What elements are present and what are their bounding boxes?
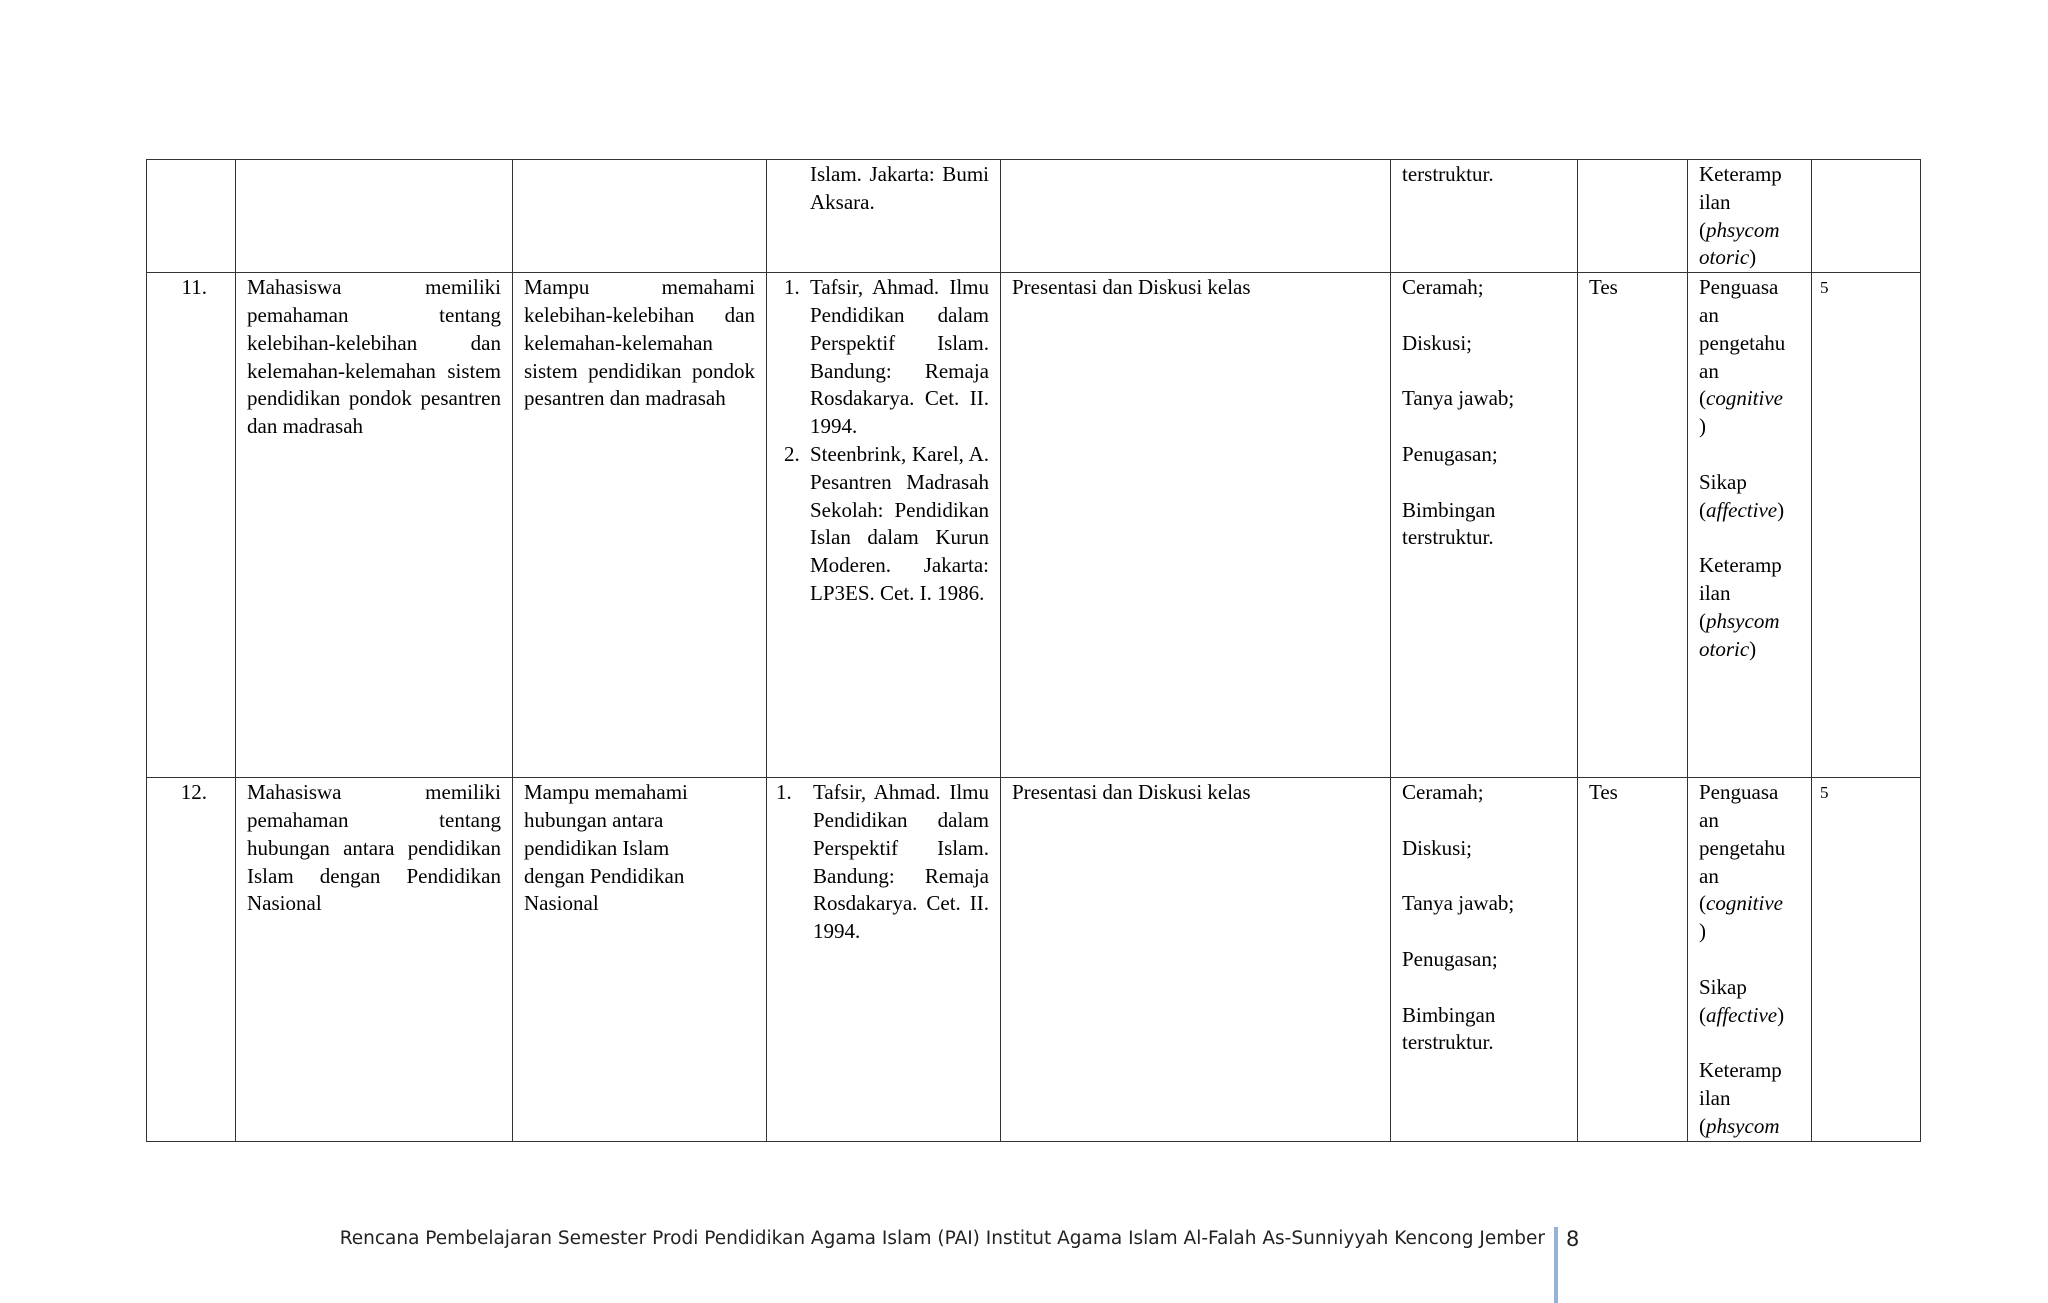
method-item: Bimbingan: [1402, 1002, 1496, 1027]
criteria-line: otoric): [1699, 245, 1757, 270]
criteria-line: ilan: [1699, 580, 1731, 605]
criteria-line: an: [1699, 863, 1719, 888]
criteria-line: (affective): [1699, 1002, 1785, 1027]
assessment-criteria-cell: [1688, 160, 1812, 273]
row-number-cell: [147, 160, 236, 273]
weight-cell: 5: [1812, 778, 1921, 1142]
criteria-line: pengetahu: [1699, 835, 1786, 860]
criteria-line: ilan: [1699, 189, 1731, 214]
ability-line: dengan Pendidikan: [524, 863, 685, 888]
criteria-line: Keteramp: [1699, 162, 1782, 186]
row-number-cell: 11.: [147, 273, 236, 778]
criteria-line: (phsycom: [1699, 217, 1780, 242]
assessment-type-cell: Tes: [1578, 778, 1688, 1142]
table-row: [147, 273, 1921, 778]
learning-outcome-cell: Mahasiswa memiliki pemahaman tentang hubungan antara pendidikan Islam dengan Pendidikan Nasional: [236, 778, 513, 1142]
ability-cell: Mampu memahami kelebihan-kelebihan dan kelemahan-kelemahan sistem pendidikan pondok pesantren dan madrasah: [513, 273, 767, 778]
assessment-type-cell: [1578, 160, 1688, 273]
ability-line: hubungan antara: [524, 807, 664, 832]
criteria-line: otoric): [1699, 636, 1757, 661]
weight-cell: 5: [1812, 273, 1921, 778]
weight-cell: [1812, 160, 1921, 273]
assessment-criteria-cell: [1688, 778, 1812, 1142]
rps-table: [146, 159, 1921, 1142]
criteria-line: ): [1699, 919, 1706, 944]
method-item: terstruktur.: [1402, 162, 1494, 186]
assessment-type-cell: Tes: [1578, 273, 1688, 778]
criteria-line: ilan: [1699, 1085, 1731, 1110]
criteria-line: (phsycom: [1699, 608, 1780, 633]
learning-outcome-cell: Mahasiswa memiliki pemahaman tentang kelebihan-kelebihan dan kelemahan-kelemahan sistem pendidikan pondok pesantren dan madrasah: [236, 273, 513, 778]
page-footer: Rencana Pembelajaran Semester Prodi Pendidikan Agama Islam (PAI) Institut Agama Islam Al-Falah As-Sunniyyah Kencong Jember: [339, 1228, 1545, 1249]
method-item: Diskusi;: [1402, 835, 1473, 860]
method-item: Penugasan;: [1402, 946, 1498, 971]
reference-item: 1. Tafsir, Ahmad. Ilmu Pendidikan dalam Perspektif Islam. Bandung: Remaja Rosdakarya. Cet. II. 1994.: [784, 275, 989, 439]
criteria-line: (cognitive: [1699, 386, 1783, 411]
criteria-line: (phsycom: [1699, 1113, 1780, 1138]
criteria-line: Sikap: [1699, 974, 1747, 999]
criteria-line: an: [1699, 302, 1719, 327]
footer-divider: [1554, 1227, 1558, 1303]
page-number: 8: [1566, 1227, 1580, 1251]
criteria-line: pengetahu: [1699, 330, 1786, 355]
method-item: Ceramah;: [1402, 780, 1484, 805]
criteria-line: Keteramp: [1699, 1058, 1782, 1083]
references-cell: [767, 160, 1001, 273]
ability-line: pendidikan Islam: [524, 835, 670, 860]
criteria-line: an: [1699, 807, 1719, 832]
learning-form-cell: Presentasi dan Diskusi kelas: [1001, 778, 1391, 1142]
learning-form-cell: [1001, 160, 1391, 273]
criteria-line: Penguasa: [1699, 780, 1779, 805]
references-cell: [767, 273, 1001, 778]
learning-form-cell: Presentasi dan Diskusi kelas: [1001, 273, 1391, 778]
ability-cell: [513, 160, 767, 273]
methods-cell: [1391, 160, 1578, 273]
criteria-line: (affective): [1699, 497, 1785, 522]
learning-outcome-cell: [236, 160, 513, 273]
references-cell: [767, 778, 1001, 1142]
methods-cell: [1391, 273, 1578, 778]
reference-item: 1. Tafsir, Ahmad. Ilmu Pendidikan dalam Perspektif Islam. Bandung: Remaja Rosdakarya. Cet. II. 1994.: [776, 780, 989, 944]
criteria-line: Keteramp: [1699, 553, 1782, 578]
method-item: Tanya jawab;: [1402, 386, 1515, 411]
reference-list: [778, 779, 989, 946]
method-item: terstruktur.: [1402, 525, 1494, 550]
method-item: terstruktur.: [1402, 1030, 1494, 1055]
method-item: Diskusi;: [1402, 330, 1473, 355]
criteria-line: ): [1699, 414, 1706, 439]
reference-continuation: Islam. Jakarta: Bumi Aksara.: [810, 162, 989, 214]
ability-line: Mampu memahami: [524, 780, 688, 805]
table-row: [147, 778, 1921, 1142]
row-number-cell: 12.: [147, 778, 236, 1142]
ability-cell: [513, 778, 767, 1142]
criteria-line: (cognitive: [1699, 891, 1783, 916]
reference-item: 2. Steenbrink, Karel, A. Pesantren Madrasah Sekolah: Pendidikan Islan dalam Kurun Moderen. Jakarta: LP3ES. Cet. I. 1986.: [784, 441, 989, 605]
criteria-line: an: [1699, 358, 1719, 383]
table-row: [147, 160, 1921, 273]
method-item: Ceramah;: [1402, 275, 1484, 300]
criteria-line: Penguasa: [1699, 275, 1779, 300]
method-item: Penugasan;: [1402, 441, 1498, 466]
ability-line: Nasional: [524, 891, 599, 916]
reference-list: [778, 274, 989, 608]
method-item: Tanya jawab;: [1402, 891, 1515, 916]
assessment-criteria-cell: [1688, 273, 1812, 778]
method-item: Bimbingan: [1402, 497, 1496, 522]
methods-cell: [1391, 778, 1578, 1142]
criteria-line: Sikap: [1699, 469, 1747, 494]
